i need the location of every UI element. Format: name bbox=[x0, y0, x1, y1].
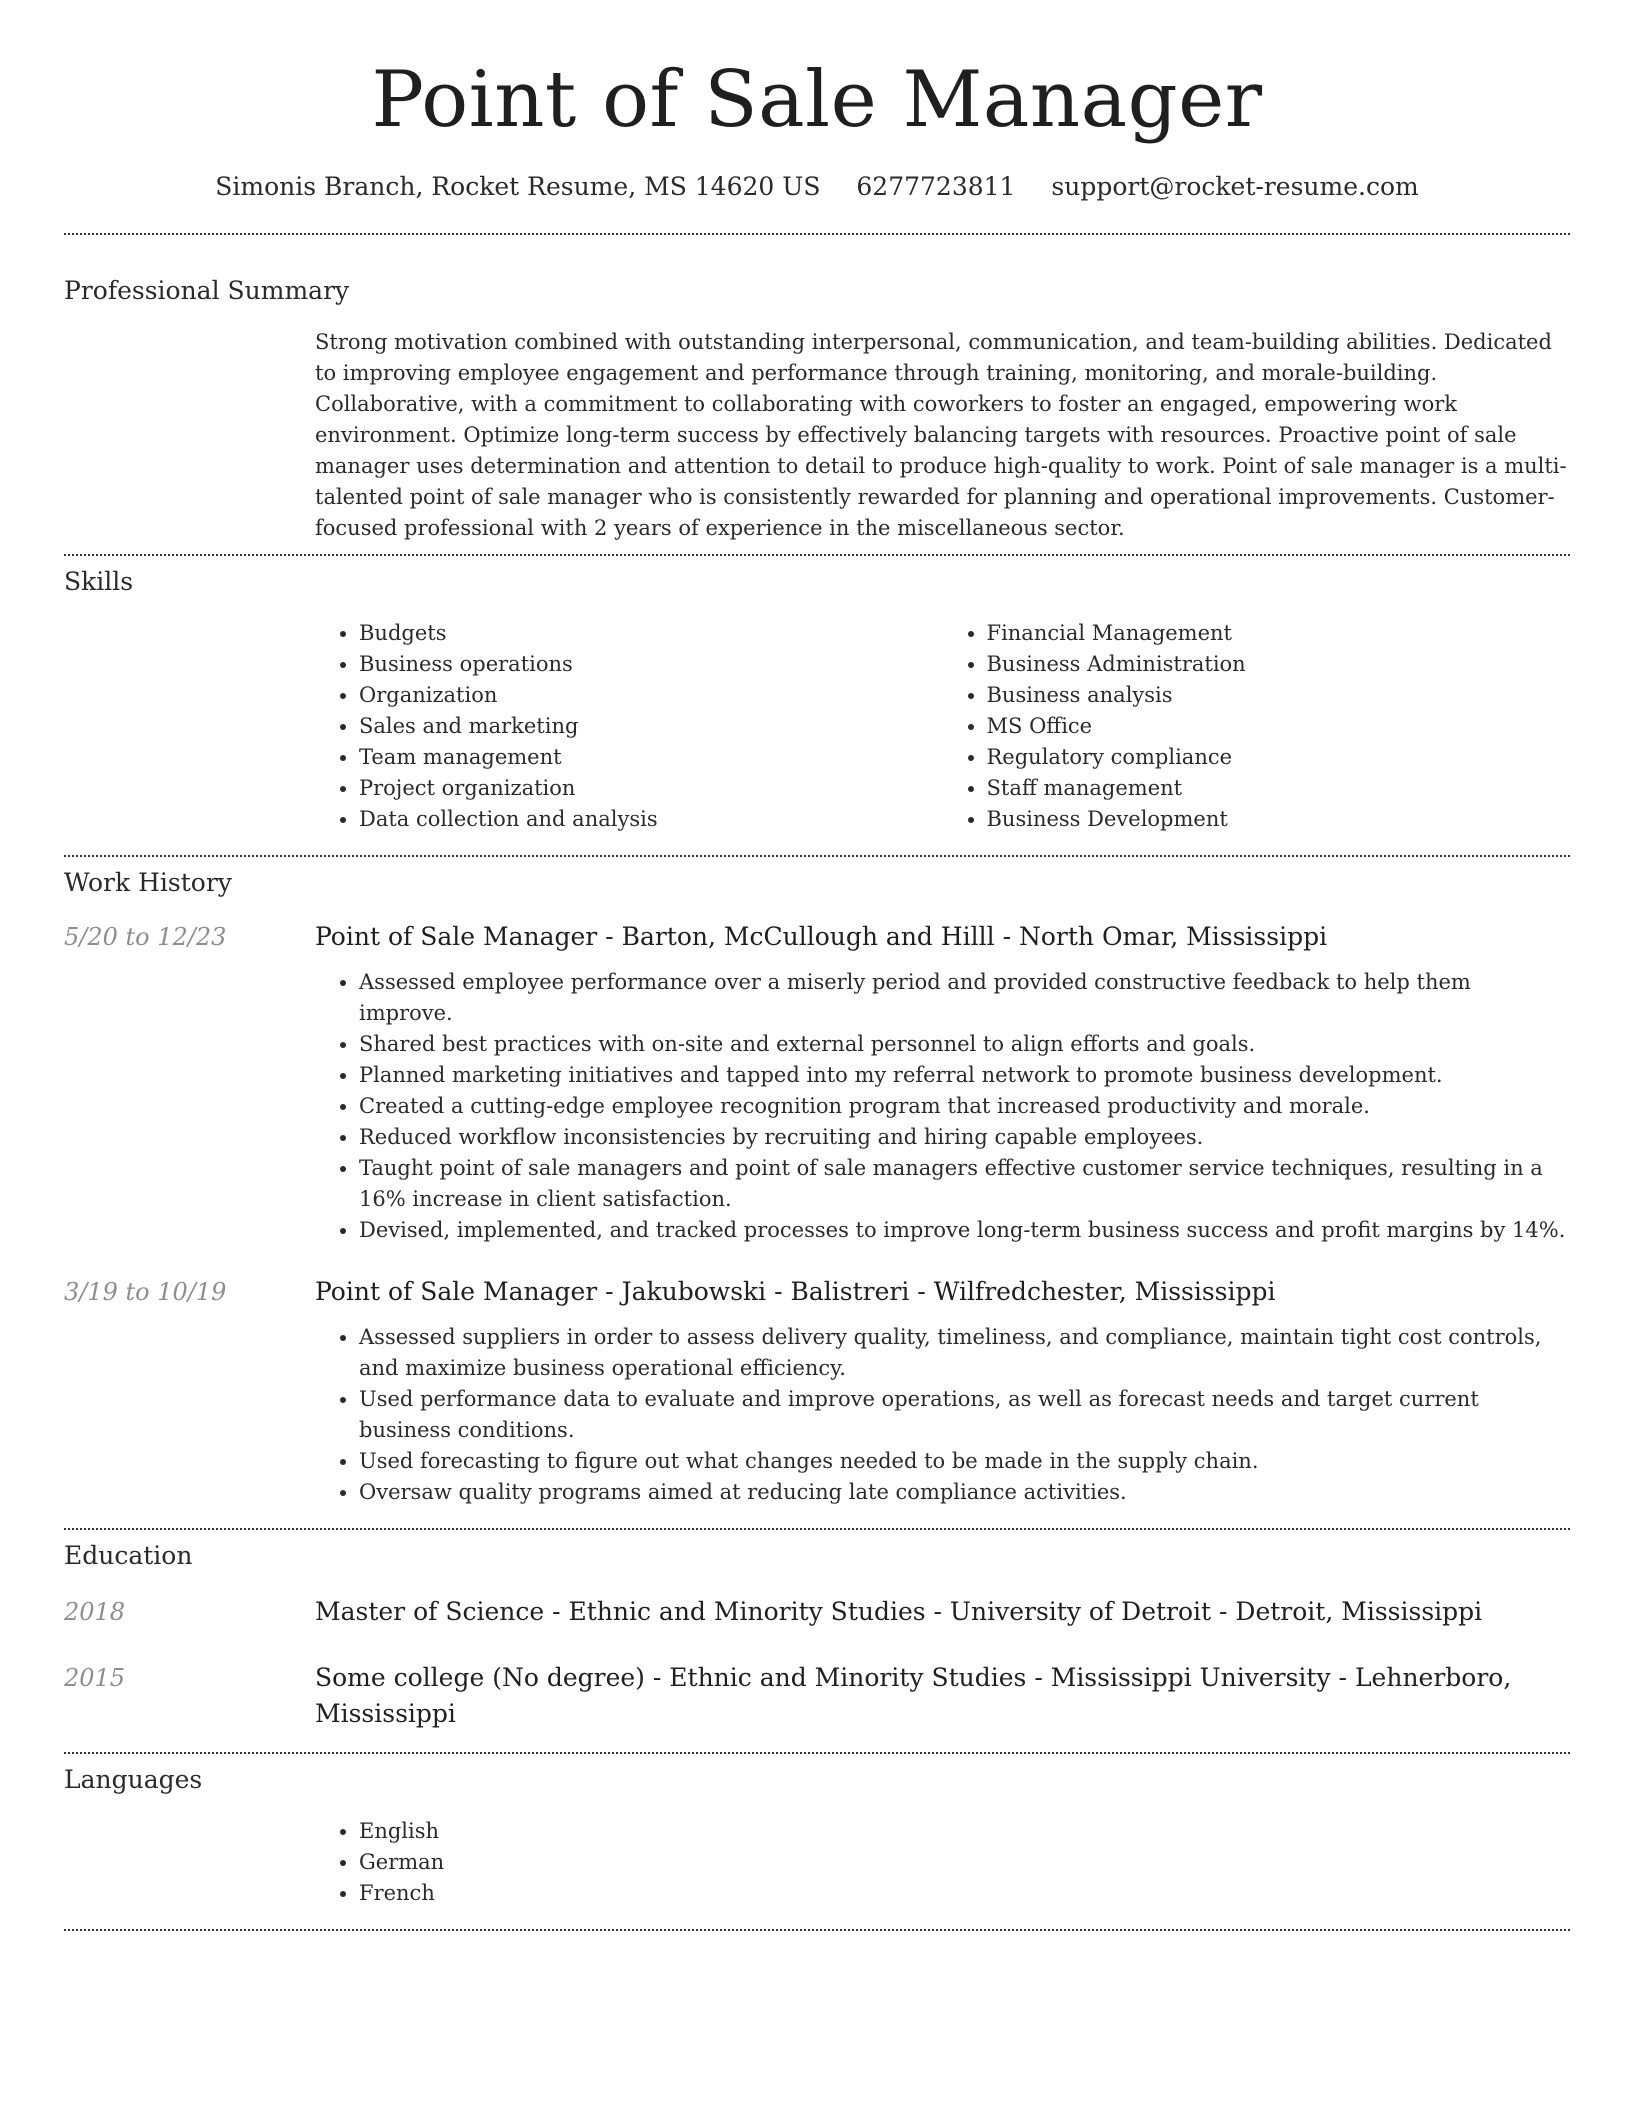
education-entry bbox=[64, 1660, 1570, 1732]
job-entry bbox=[64, 919, 1570, 955]
education-year: 2018 bbox=[64, 1598, 126, 1626]
job-dates: 5/20 to 12/23 bbox=[64, 923, 227, 951]
divider bbox=[64, 1528, 1570, 1530]
skill-item: • Budgets bbox=[359, 618, 943, 649]
job-bullets bbox=[315, 1322, 1570, 1508]
job-bullet: • Shared best practices with on-site and external personnel to align efforts and goals. bbox=[359, 1029, 1570, 1060]
job-entry bbox=[64, 1274, 1570, 1310]
contact-phone: 6277723811 bbox=[856, 172, 1016, 201]
skill-item: • Organization bbox=[359, 680, 943, 711]
job-bullet: • Created a cutting-edge employee recognition program that increased productivity and morale. bbox=[359, 1091, 1570, 1122]
divider bbox=[64, 1929, 1570, 1931]
education-detail: Some college (No degree) - Ethnic and Minority Studies - Mississippi University - Lehnerboro, Mississippi bbox=[315, 1663, 1512, 1728]
divider bbox=[64, 233, 1570, 235]
skill-item: • Business operations bbox=[359, 649, 943, 680]
language-item: • German bbox=[359, 1847, 1570, 1878]
skill-item: • Business analysis bbox=[987, 680, 1571, 711]
skill-item: • Business Development bbox=[987, 804, 1571, 835]
job-title: Point of Sale Manager - Jakubowski - Balistreri - Wilfredchester, Mississippi bbox=[315, 1277, 1276, 1306]
section-heading-work: Work History bbox=[64, 868, 232, 897]
job-dates: 3/19 to 10/19 bbox=[64, 1278, 227, 1306]
divider bbox=[64, 855, 1570, 857]
contact-line bbox=[64, 170, 1570, 204]
skills-list-left bbox=[315, 618, 943, 835]
job-bullet: • Oversaw quality programs aimed at reducing late compliance activities. bbox=[359, 1477, 1570, 1508]
skills-grid bbox=[315, 618, 1570, 835]
job-bullet: • Used performance data to evaluate and improve operations, as well as forecast needs and target current business conditions. bbox=[359, 1384, 1570, 1446]
resume-page bbox=[64, 0, 1570, 1931]
resume-name: Point of Sale Manager bbox=[371, 55, 1263, 145]
languages-list bbox=[315, 1816, 1570, 1909]
skill-item: • Financial Management bbox=[987, 618, 1571, 649]
skill-item: • Data collection and analysis bbox=[359, 804, 943, 835]
section-heading-skills: Skills bbox=[64, 567, 134, 596]
job-bullet: • Devised, implemented, and tracked processes to improve long-term business success and profit margins by 14%. bbox=[359, 1215, 1570, 1246]
job-bullet: • Planned marketing initiatives and tapped into my referral network to promote business development. bbox=[359, 1060, 1570, 1091]
language-item: • French bbox=[359, 1878, 1570, 1909]
section-heading-summary: Professional Summary bbox=[64, 276, 350, 305]
divider bbox=[64, 1752, 1570, 1754]
job-bullet: • Taught point of sale managers and point of sale managers effective customer service techniques, resulting in a 16% increase in client satisfaction. bbox=[359, 1153, 1570, 1215]
contact-address: Simonis Branch, Rocket Resume, MS 14620 US bbox=[215, 172, 821, 201]
education-detail: Master of Science - Ethnic and Minority Studies - University of Detroit - Detroit, Mississippi bbox=[315, 1597, 1483, 1626]
education-entry bbox=[64, 1594, 1570, 1630]
contact-email: support@rocket-resume.com bbox=[1051, 172, 1419, 201]
job-bullet: • Assessed suppliers in order to assess delivery quality, timeliness, and compliance, maintain tight cost controls, and maximize business operational efficiency. bbox=[359, 1322, 1570, 1384]
skill-item: • Sales and marketing bbox=[359, 711, 943, 742]
skill-item: • Project organization bbox=[359, 773, 943, 804]
job-bullet: • Used forecasting to figure out what changes needed to be made in the supply chain. bbox=[359, 1446, 1570, 1477]
summary-text: Strong motivation combined with outstanding interpersonal, communication, and team-building abilities. Dedicated to improving employee engagement and performance through training, monitoring, and morale-building. Collaborative, with a commitment to collaborating with coworkers to foster an engaged, empowering work environment. Optimize long-term success by effectively balancing targets with resources. Proactive point of sale manager uses determination and attention to detail to produce high-quality to work. Point of sale manager is a multi-talented point of sale manager who is consistently rewarded for planning and operational improvements. Customer-focused professional with 2 years of experience in the miscellaneous sector. bbox=[315, 330, 1567, 540]
education-year: 2015 bbox=[64, 1664, 126, 1692]
skill-item: • Team management bbox=[359, 742, 943, 773]
job-bullets bbox=[315, 967, 1570, 1246]
section-heading-education: Education bbox=[64, 1541, 193, 1570]
job-bullet: • Assessed employee performance over a miserly period and provided constructive feedback to help them improve. bbox=[359, 967, 1570, 1029]
skill-item: • MS Office bbox=[987, 711, 1571, 742]
skill-item: • Business Administration bbox=[987, 649, 1571, 680]
skills-list-right bbox=[943, 618, 1571, 835]
skill-item: • Regulatory compliance bbox=[987, 742, 1571, 773]
divider bbox=[64, 554, 1570, 556]
language-item: • English bbox=[359, 1816, 1570, 1847]
skill-item: • Staff management bbox=[987, 773, 1571, 804]
job-bullet: • Reduced workflow inconsistencies by recruiting and hiring capable employees. bbox=[359, 1122, 1570, 1153]
section-heading-languages: Languages bbox=[64, 1765, 203, 1794]
job-title: Point of Sale Manager - Barton, McCullough and Hilll - North Omar, Mississippi bbox=[315, 922, 1328, 951]
